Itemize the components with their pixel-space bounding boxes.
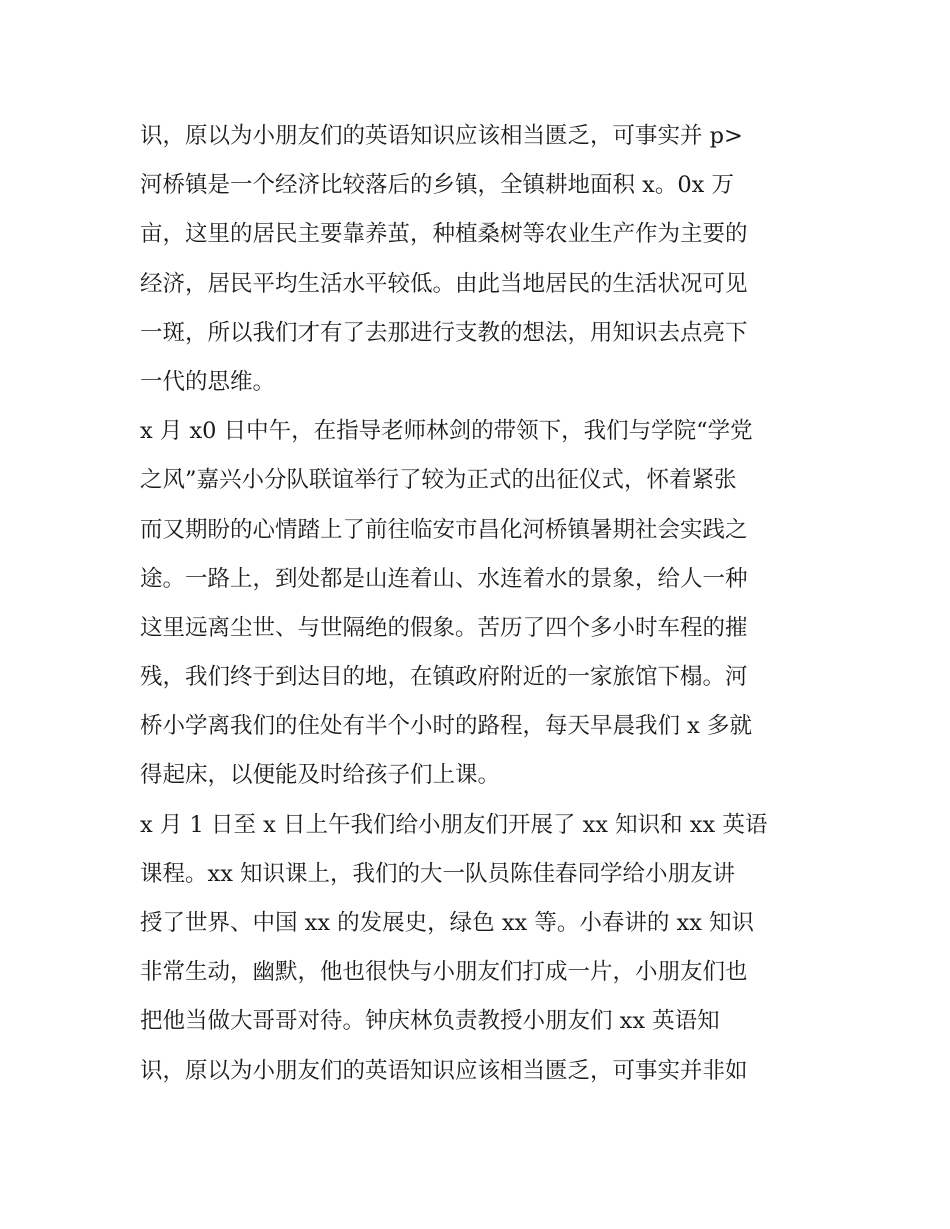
text-line: 把他当做大哥哥对待。钟庆林负责教授小朋友们 xx 英语知 bbox=[140, 1008, 720, 1035]
text-line: 识，原以为小朋友们的英语知识应该相当匮乏，可事实并 p> bbox=[140, 123, 743, 149]
text-line: 河桥镇是一个经济比较落后的乡镇，全镇耕地面积 x。0x 万 bbox=[140, 172, 734, 199]
text-line: 经济，居民平均生活水平较低。由此当地居民的生活状况可见 bbox=[140, 270, 748, 297]
text-line: 之风”嘉兴小分队联谊举行了较为正式的出征仪式，怀着紧张 bbox=[140, 467, 737, 494]
text-line: 这里远离尘世、与世隔绝的假象。苦历了四个多小时车程的摧 bbox=[140, 614, 748, 641]
body-text bbox=[140, 112, 830, 1096]
text-line: 残，我们终于到达目的地，在镇政府附近的一家旅馆下榻。河 bbox=[140, 664, 748, 691]
text-line: 途。一路上，到处都是山连着山、水连着水的景象，给人一种 bbox=[140, 565, 748, 592]
text-line: 得起床，以便能及时给孩子们上课。 bbox=[140, 762, 501, 789]
text-line: 亩，这里的居民主要靠养茧，种植桑树等农业生产作为主要的 bbox=[140, 221, 748, 248]
text-line: 非常生动，幽默，他也很快与小朋友们打成一片，小朋友们也 bbox=[140, 959, 748, 986]
text-line: x 月 1 日至 x 日上午我们给小朋友们开展了 xx 知识和 xx 英语 bbox=[140, 811, 768, 838]
text-line: 识，原以为小朋友们的英语知识应该相当匮乏，可事实并非如 bbox=[140, 1057, 748, 1084]
text-line: x 月 x0 日中午，在指导老师林剑的带领下，我们与学院“学党 bbox=[140, 418, 753, 445]
text-line: 一斑，所以我们才有了去那进行支教的想法，用知识去点亮下 bbox=[140, 319, 748, 346]
text-line: 一代的思维。 bbox=[140, 368, 276, 395]
text-line: 桥小学离我们的住处有半个小时的路程，每天早晨我们 x 多就 bbox=[140, 713, 752, 740]
text-line: 课程。xx 知识课上，我们的大一队员陈佳春同学给小朋友讲 bbox=[140, 860, 736, 887]
text-line: 授了世界、中国 xx 的发展史，绿色 xx 等。小春讲的 xx 知识 bbox=[140, 910, 755, 936]
text-line: 而又期盼的心情踏上了前往临安市昌化河桥镇暑期社会实践之 bbox=[140, 516, 748, 543]
